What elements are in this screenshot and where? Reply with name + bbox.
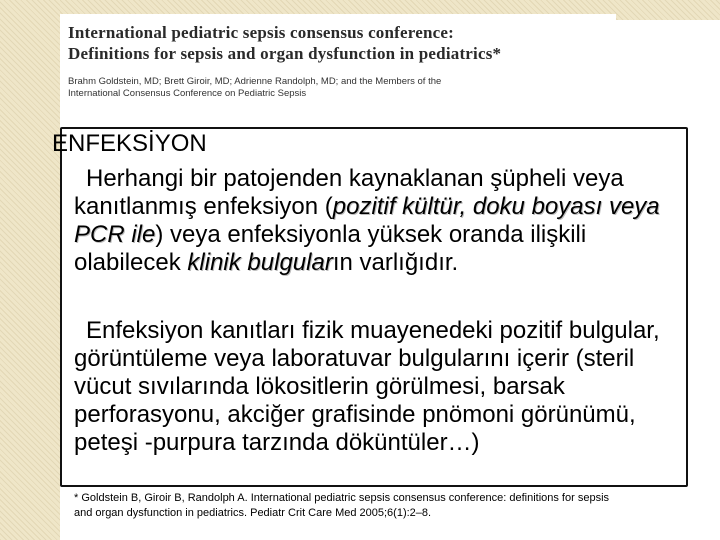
- definition-text-1: Herhangi bir patojenden kaynaklanan şüpheli veya kanıtlanmış enfeksiyon (: [74, 165, 624, 220]
- reference-footnote: [74, 491, 694, 521]
- footnote-line-1: * Goldstein B, Giroir B, Randolph A. International pediatric sepsis consensus conference: definitions for sepsis: [74, 492, 610, 504]
- article-title-line-2: Definitions for sepsis and organ dysfunction in pediatrics*: [68, 44, 502, 63]
- footnote-line-2: and organ dysfunction in pediatrics. Pediatr Crit Care Med 2005;6(1):2–8.: [74, 507, 432, 519]
- definition-text-2: ) veya enfeksiyonla yüksek oranda ilişkili olabilecek: [74, 221, 587, 276]
- slide-heading: ENFEKSİYON: [52, 130, 207, 157]
- definition-paragraph: [74, 165, 686, 277]
- definition-text-3: ın varlığıdır.: [332, 249, 459, 276]
- definition-emphasis-methods: pozitif kültür, doku boyası veya PCR ile: [74, 193, 660, 248]
- article-title: [68, 22, 616, 64]
- article-authors: [68, 76, 616, 100]
- decorative-left-strip: [0, 0, 60, 540]
- article-title-line-1: International pediatric sepsis consensus conference:: [68, 23, 454, 42]
- evidence-paragraph: [74, 317, 686, 457]
- article-authors-line-2: International Consensus Conference on Pediatric Sepsis: [68, 88, 307, 99]
- definition-emphasis-clinical: klinik bulgular: [187, 249, 333, 276]
- evidence-text: Enfeksiyon kanıtları fizik muayenedeki pozitif bulgular, görüntüleme veya laboratuvar bulgularını içerir (steril vücut sıvılarında lökositlerin görülmesi, barsak perforasyonu, akciğer grafisinde pnömoni görünümü, peteşi -purpura tarzında döküntüler…): [74, 317, 660, 456]
- article-authors-line-1: Brahm Goldstein, MD; Brett Giroir, MD; Adrienne Randolph, MD; and the Members of the: [68, 76, 442, 87]
- article-header-image: [60, 14, 616, 108]
